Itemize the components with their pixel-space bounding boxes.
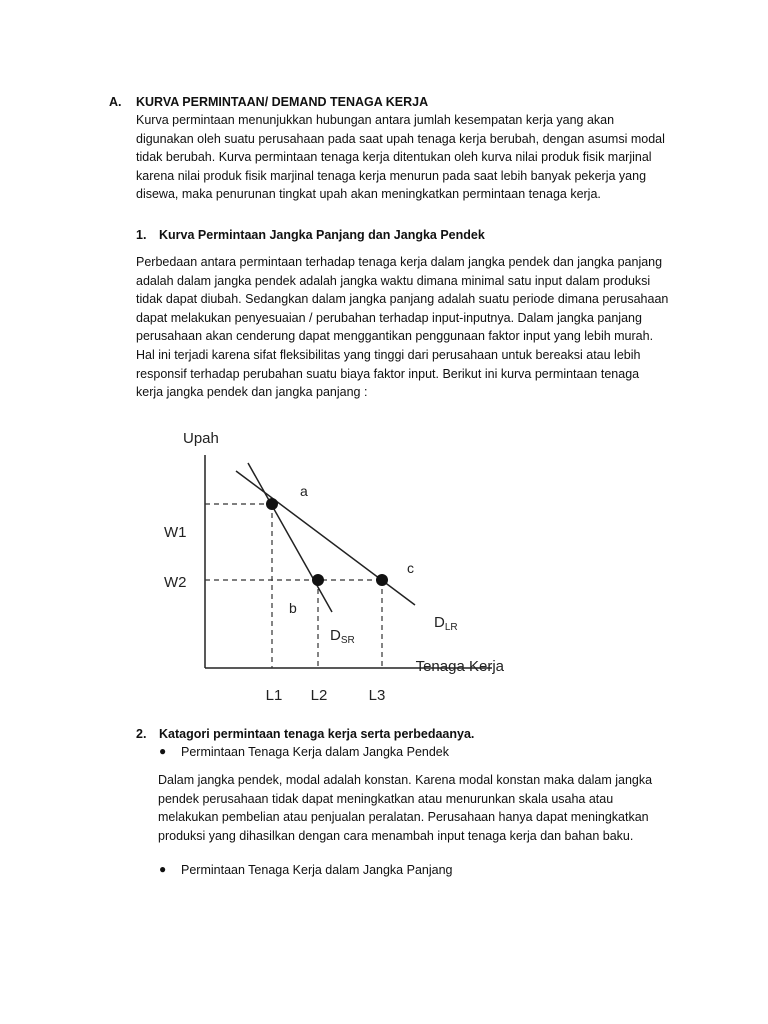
bullet-item-short-run: Permintaan Tenaga Kerja dalam Jangka Pendek	[181, 745, 449, 759]
point-b	[312, 574, 324, 586]
sub1-paragraph	[136, 253, 668, 402]
dlr-subscript: LR	[444, 622, 458, 633]
paragraph-line: melakukan pembelian atau penjualan peralatan. Perusahaan hanya dapat meningkatkan	[158, 810, 649, 825]
point-c	[376, 574, 388, 586]
dlr-main: D	[434, 614, 445, 631]
x-axis-label: Tenaga Kerja	[415, 658, 504, 675]
point-b-label: b	[289, 600, 297, 616]
paragraph-line: tidak berubah. Kurva permintaan tenaga kerja ditentukan oleh kurva nilai produk fisik marjinal	[136, 150, 652, 165]
sub2-paragraph	[158, 771, 652, 845]
y-axis-label: Upah	[183, 430, 219, 447]
dsr-label	[330, 627, 355, 646]
point-a	[266, 498, 278, 510]
dlr-label	[434, 614, 458, 633]
sub2-number: 2.	[136, 727, 147, 741]
sub2-title: Katagori permintaan tenaga kerja serta perbedaanya.	[159, 727, 475, 741]
paragraph-line: karena nilai produk fisik marjinal tenaga kerja menurun pada saat lebih banyak pekerja yang	[136, 168, 647, 183]
bullet-icon: ●	[159, 862, 167, 876]
paragraph-line: disewa, maka penurunan tingkat upah akan meningkatkan permintaan tenaga kerja.	[136, 187, 601, 202]
paragraph-line: tidak dapat diubah. Sedangkan dalam jangka panjang adalah suatu periode dimana perusahaan	[136, 292, 669, 307]
sub1-number: 1.	[136, 228, 147, 242]
point-a-label: a	[300, 483, 308, 499]
paragraph-line: digunakan oleh suatu perusahaan pada saat upah tenaga kerja berubah, dengan asumsi modal	[136, 131, 665, 146]
point-c-label: c	[407, 560, 414, 576]
bullet-item-long-run: Permintaan Tenaga Kerja dalam Jangka Panjang	[181, 863, 453, 877]
bullet-icon: ●	[159, 744, 167, 758]
labor-demand-diagram	[150, 415, 510, 715]
dsr-subscript: SR	[340, 635, 355, 646]
long-run-demand-curve	[236, 471, 415, 605]
paragraph-line: kerja jangka pendek dan jangka panjang :	[136, 385, 368, 400]
sub1-title: Kurva Permintaan Jangka Panjang dan Jangka Pendek	[159, 228, 485, 242]
l3-label: L3	[368, 687, 386, 704]
paragraph-line: Perbedaan antara permintaan terhadap tenaga kerja dalam jangka pendek dan jangka panjang	[136, 255, 663, 269]
paragraph-line: Hal ini terjadi karena sifat fleksibilitas yang tinggi dari perusahaan untuk bereaksi atau lebih	[136, 347, 641, 362]
section-a-label: A.	[109, 95, 122, 109]
section-a-title: KURVA PERMINTAAN/ DEMAND TENAGA KERJA	[136, 95, 429, 109]
paragraph-line: pendek perusahaan tidak dapat meningkatkan atau menurunkan skala usaha atau	[158, 791, 614, 806]
paragraph-line: perusahaan akan cenderung dapat menggantikan penggunaan faktor input yang lebih murah.	[136, 329, 654, 344]
dsr-main: D	[330, 627, 341, 644]
l1-label: L1	[265, 687, 283, 704]
w2-label: W2	[164, 574, 187, 591]
paragraph-line: adalah dalam jangka pendek adalah jangka waktu dimana minimal satu input dalam produksi	[136, 273, 651, 288]
w1-label: W1	[164, 524, 187, 541]
paragraph-line: responsif terhadap perubahan suatu biaya faktor input. Berikut ini kurva permintaan tenaga	[136, 366, 640, 381]
paragraph-line: Kurva permintaan menunjukkan hubungan antara jumlah kesempatan kerja yang akan	[136, 113, 615, 127]
short-run-demand-curve	[248, 463, 332, 612]
paragraph-line: Dalam jangka pendek, modal adalah konstan. Karena modal konstan maka dalam jangka	[158, 773, 653, 787]
paragraph-line: dapat melakukan penyesuaian / perubahan terhadap input-inputnya. Dalam jangka panjang	[136, 310, 642, 325]
l2-label: L2	[310, 687, 328, 704]
paragraph-line: produksi yang dihasilkan dengan cara menambah input tenaga kerja dan bahan baku.	[158, 828, 634, 843]
section-a-paragraph	[136, 111, 665, 204]
